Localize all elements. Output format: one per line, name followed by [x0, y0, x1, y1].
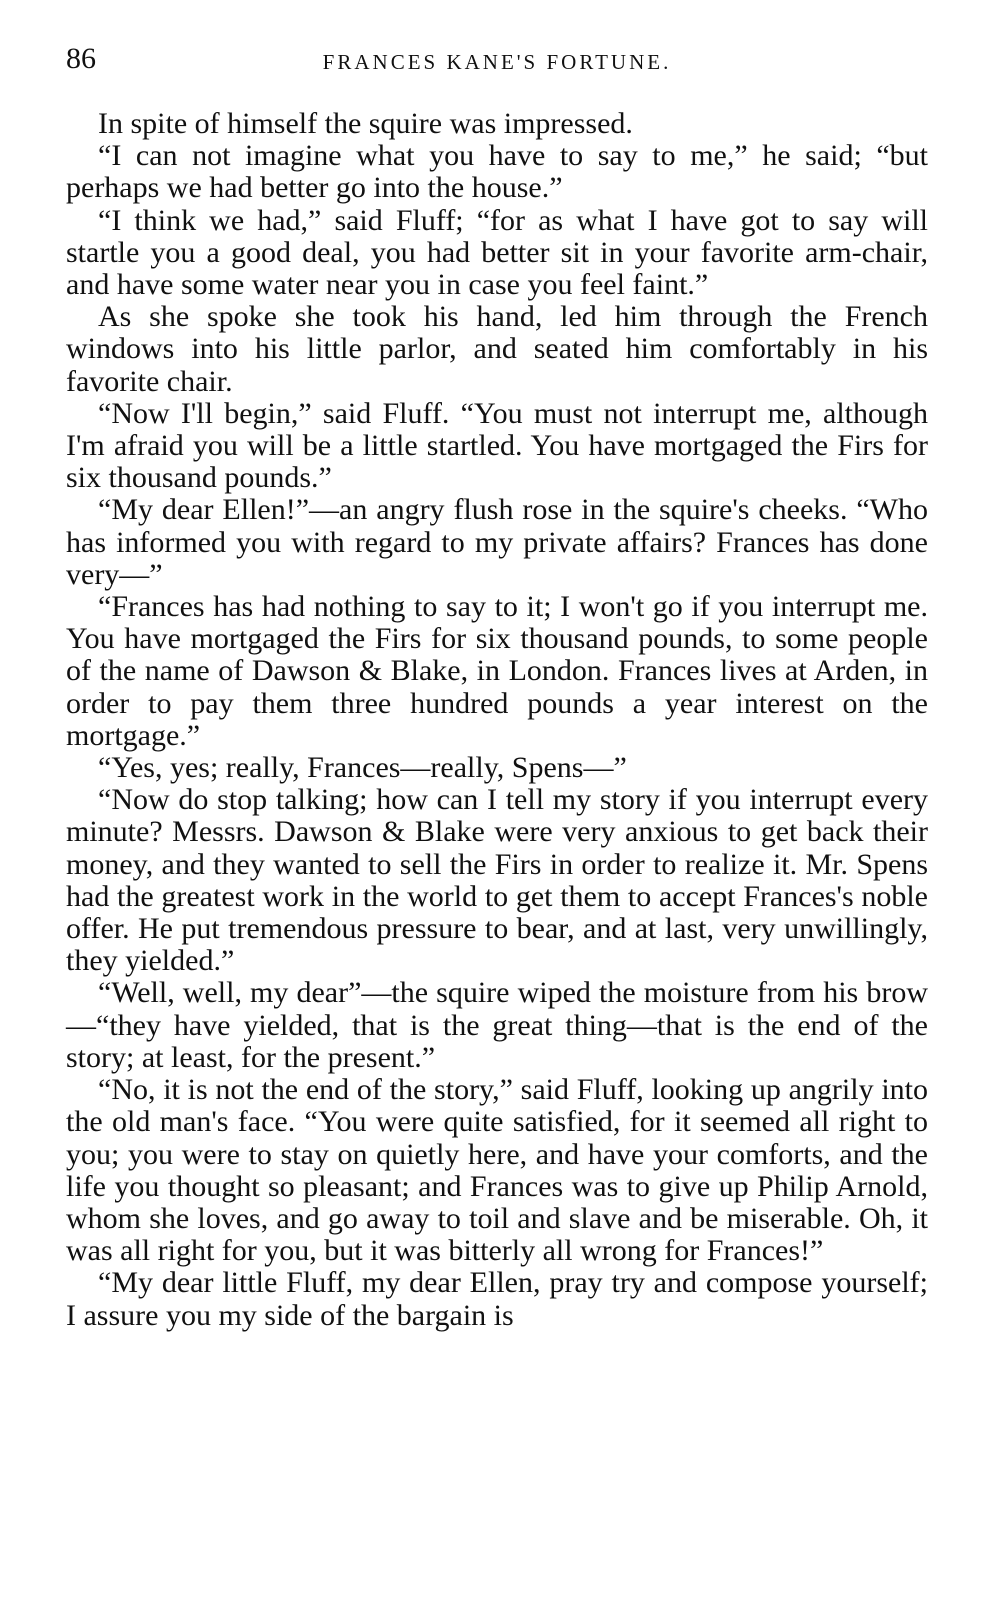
- paragraph: “I can not imagine what you have to say to me,” he said; “but perhaps we had better go into the house.”: [66, 139, 928, 205]
- paragraph: “Now I'll begin,” said Fluff. “You must not interrupt me, although I'm afraid you will be a little startled. You have mortgaged the Firs for six thousand pounds.”: [66, 396, 928, 495]
- paragraph: “My dear little Fluff, my dear Ellen, pray try and compose yourself; I assure you my side of the bargain is: [66, 1266, 928, 1332]
- paragraph: “No, it is not the end of the story,” said Fluff, looking up angrily into the old man's face. “You were quite satisfied, for it seemed all right to you; you were to stay on quietly here, and have your comforts, and the life you thought so pleasant; and Frances was to give up Philip Arnold, whom she loves, and go away to toil and slave and be miserable. Oh, it was all right for you, but it was bitterly all wrong for Frances!”: [66, 1073, 928, 1268]
- body-text: [66, 108, 928, 1332]
- paragraph: “I think we had,” said Fluff; “for as what I have got to say will startle you a good deal, you had better sit in your favorite arm-chair, and have some water near you in case you feel faint.”: [66, 203, 928, 302]
- paragraph: “Frances has had nothing to say to it; I won't go if you interrupt me. You have mortgaged the Firs for six thousand pounds, to some people of the name of Dawson & Blake, in London. Frances lives at Arden, in order to pay them three hundred pounds a year interest on the mortgage.”: [66, 590, 928, 752]
- paragraph: In spite of himself the squire was impressed.: [98, 107, 633, 140]
- page-number: 86: [66, 42, 96, 75]
- paragraph: “Yes, yes; really, Frances—really, Spens—”: [98, 751, 627, 785]
- running-head: [66, 42, 928, 92]
- running-title: FRANCES KANE'S FORTUNE.: [322, 50, 672, 74]
- paragraph: “Well, well, my dear”—the squire wiped the moisture from his brow—“they have yielded, that is the great thing—that is the end of the story; at least, for the present.”: [66, 976, 928, 1074]
- paragraph: “Now do stop talking; how can I tell my story if you interrupt every minute? Messrs. Dawson & Blake were very anxious to get back their money, and they wanted to sell the Firs in order to realize it. Mr. Spens had the greatest work in the world to get them to accept Frances's noble offer. He put tremendous pressure to bear, and at last, very unwillingly, they yielded.”: [66, 783, 928, 978]
- paragraph: As she spoke she took his hand, led him through the French windows into his little parlor, and seated him comfortably in his favorite chair.: [66, 300, 928, 398]
- paragraph: “My dear Ellen!”—an angry flush rose in the squire's cheeks. “Who has informed you with regard to my private affairs? Frances has done very—”: [66, 493, 928, 591]
